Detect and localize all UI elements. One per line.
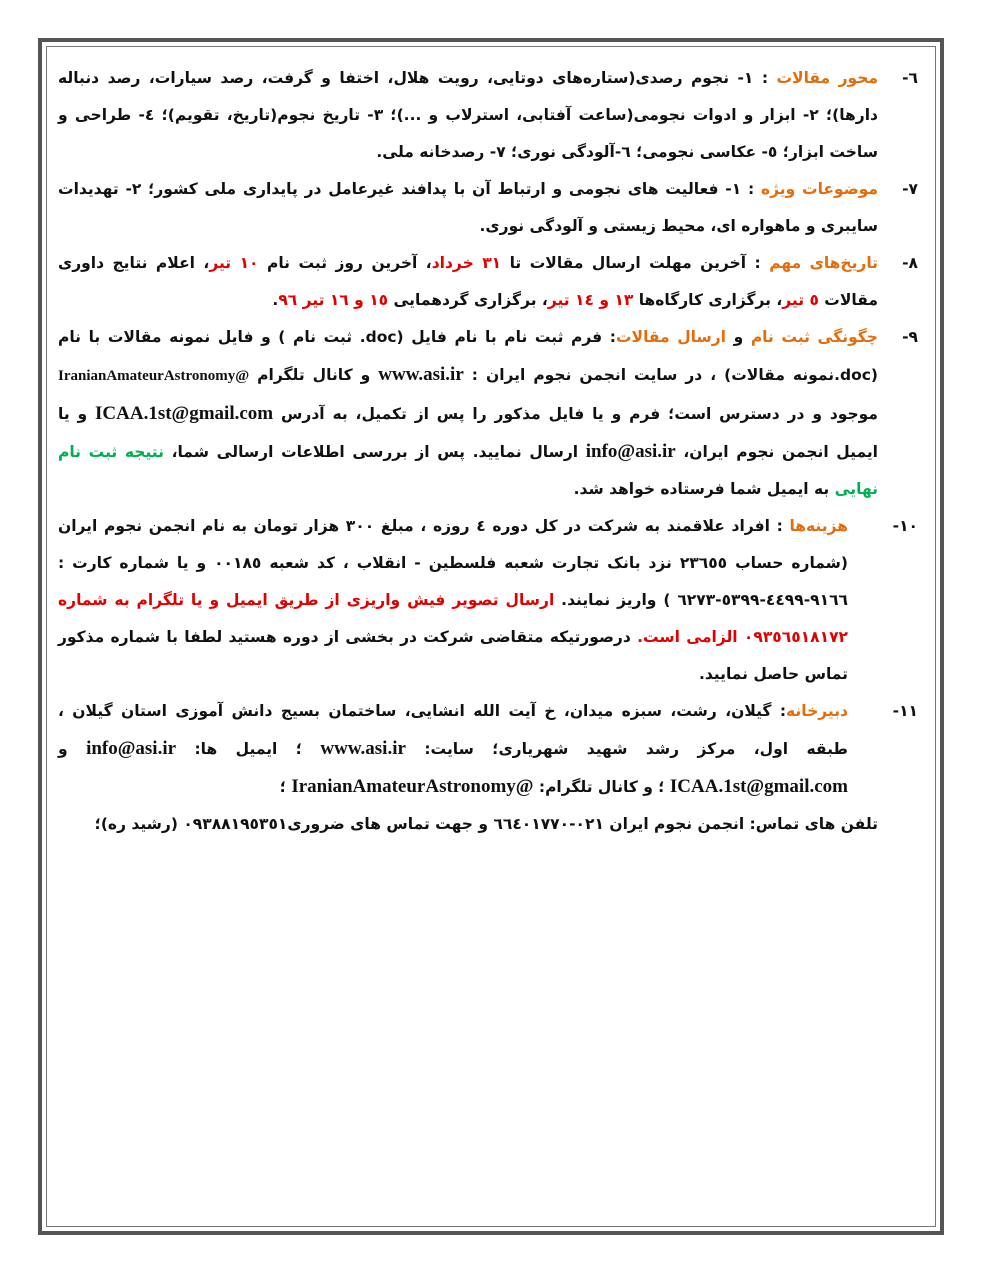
- item-text: و: [725, 328, 751, 346]
- item-heading: تاریخ‌های مهم: [769, 254, 878, 272]
- highlight-red: ٥ تیر: [782, 291, 819, 309]
- list-item: [58, 508, 918, 693]
- list-item: [58, 60, 918, 171]
- link-text: IranianAmateurAstronomy@: [291, 776, 534, 797]
- list-item: [58, 171, 918, 245]
- highlight-red: ۱۳ و ١٤ تیر: [547, 291, 634, 309]
- link-text: info@asi.ir: [585, 441, 676, 462]
- item-heading: دبیرخانه: [786, 702, 848, 720]
- link-text: ICAA.1st@gmail.com: [669, 776, 848, 797]
- item-text: ، آخرین روز ثبت نام: [258, 254, 432, 272]
- item-text: : گیلان، رشت، سبزه میدان، خ آیت الله انشایی، ساختمان بسیج دانش آموزی استان گیلان ، طبقه اول، مرکز رشد شهید شهریاری؛ سایت:: [58, 702, 848, 758]
- item-text: درصورتیکه متقاضی شرکت در بخشی از دوره هستید لطفا با شماره مذکور تماس حاصل نمایید.: [58, 628, 848, 683]
- highlight-red: ۱٥ و ۱٦ تیر ۹٦: [278, 291, 389, 309]
- item-text: ، برگزاری گردهمایی: [388, 291, 548, 309]
- item-text: ، برگزاری کارگاه‌ها: [633, 291, 783, 309]
- item-text: و: [58, 740, 87, 758]
- item-text: : ۱- نجوم رصدی(ستاره‌های دوتایی، رویت هلال، اختفا و گرفت، رصد سیارات، رصد دنباله دارها)؛ ۲- ابزار و ادوات نجومی(ساعت آفتابی، استرلاب و ...)؛ ۳- تاریخ نجوم(تاریخ، تقویم)؛ ٤- طراحی و ساخت ابزار؛ ٥- عکاسی نجومی؛ ٦-آلودگی نوری؛ ۷- رصدخانه ملی.: [58, 69, 878, 161]
- link-text: www.asi.ir: [378, 364, 464, 385]
- link-text: ICAA.1st@gmail.com: [95, 403, 274, 424]
- list-item: [58, 693, 918, 806]
- item-heading: ارسال مقالات: [615, 328, 726, 346]
- list-item: [58, 245, 918, 319]
- item-text: ؛: [279, 778, 292, 796]
- item-text: : ۱- فعالیت های نجومی و ارتباط آن با پدافند غیرعامل در پایداری ملی کشور؛ ۲- تهدیدات سایبری و ماهواره ای، محیط زیستی و آلودگی نوری.: [58, 180, 878, 235]
- item-text: ، اعلام نتایج داوری مقالات: [58, 254, 878, 309]
- link-text: www.asi.ir: [320, 738, 406, 759]
- highlight-red: ۱۰ تیر: [209, 254, 259, 272]
- link-text: IranianAmateurAstronomy@: [58, 368, 250, 384]
- item-number: ٦-: [902, 69, 918, 87]
- item-number: ۱۰-: [892, 517, 918, 535]
- item-text: موجود و در دسترس است؛ فرم و یا فایل مذکور را پس از تکمیل، به آدرس: [273, 405, 878, 423]
- item-text: : فرم ثبت نام با نام فایل (doc. ثبت نام ) و فایل نمونه مقالات با نام (doc.نمونه مقالات) ، در سایت انجمن نجوم ایران :: [58, 328, 878, 384]
- item-text: ؛ و کانال تلگرام:: [533, 778, 670, 796]
- contact-line: تلفن های تماس: انجمن نجوم ایران ۰۲۱-٦٦٤۰۱۷۷۰ و جهت تماس های ضروری۰۹۳۸۸۱۹٥۳٥۱ (رشید ره)؛: [94, 815, 878, 833]
- item-text: ارسال نمایید. پس از بررسی اطلاعات ارسالی شما،: [163, 443, 586, 461]
- list-item: [58, 319, 918, 508]
- item-text: و یا ایمیل انجمن نجوم ایران،: [58, 405, 878, 461]
- item-heading: موضوعات ویژه: [760, 180, 879, 198]
- item-heading: هزینه‌ها: [789, 517, 848, 535]
- item-heading: چگونگی ثبت نام: [750, 328, 878, 346]
- highlight-green: نتیجه ثبت نام نهایی: [58, 443, 878, 498]
- item-number: ۹-: [902, 328, 918, 346]
- item-text: .: [272, 291, 279, 309]
- highlight-red: ارسال تصویر فیش واریزی از طریق ایمیل و یا تلگرام به شماره ۰۹۳٥٦٥۱۸۱۷۲ الزامی است.: [58, 591, 848, 646]
- item-text: ؛ ایمیل ها:: [176, 740, 321, 758]
- highlight-red: ۳۱ خرداد: [431, 254, 502, 272]
- item-text: به ایمیل شما فرستاده خواهد شد.: [573, 480, 835, 498]
- link-text: info@asi.ir: [86, 738, 177, 759]
- item-number: ۱۱-: [892, 702, 918, 720]
- item-text: : آخرین مهلت ارسال مقالات تا: [501, 254, 770, 272]
- item-heading: محور مقالات: [776, 69, 879, 87]
- item-number: ۸-: [902, 254, 918, 272]
- item-number: ۷-: [902, 180, 918, 198]
- items-list: [58, 60, 918, 806]
- item-text: و کانال تلگرام: [249, 366, 379, 384]
- item-text: : افراد علاقمند به شرکت در کل دوره ٤ روزه ، مبلغ ۳۰۰ هزار تومان به نام انجمن نجوم ایران (شماره حساب ۲۳٦٥٥ نزد بانک تجارت شعبه فلسطین - انقلاب ، کد شعبه ۰۰۱۸٥ و یا شماره کارت : ۹۱٦٦-٤٤۹۹-٥۳۹۹-٦۲۷۳ ) واریز نمایند.: [58, 517, 848, 609]
- document-body: [58, 60, 918, 843]
